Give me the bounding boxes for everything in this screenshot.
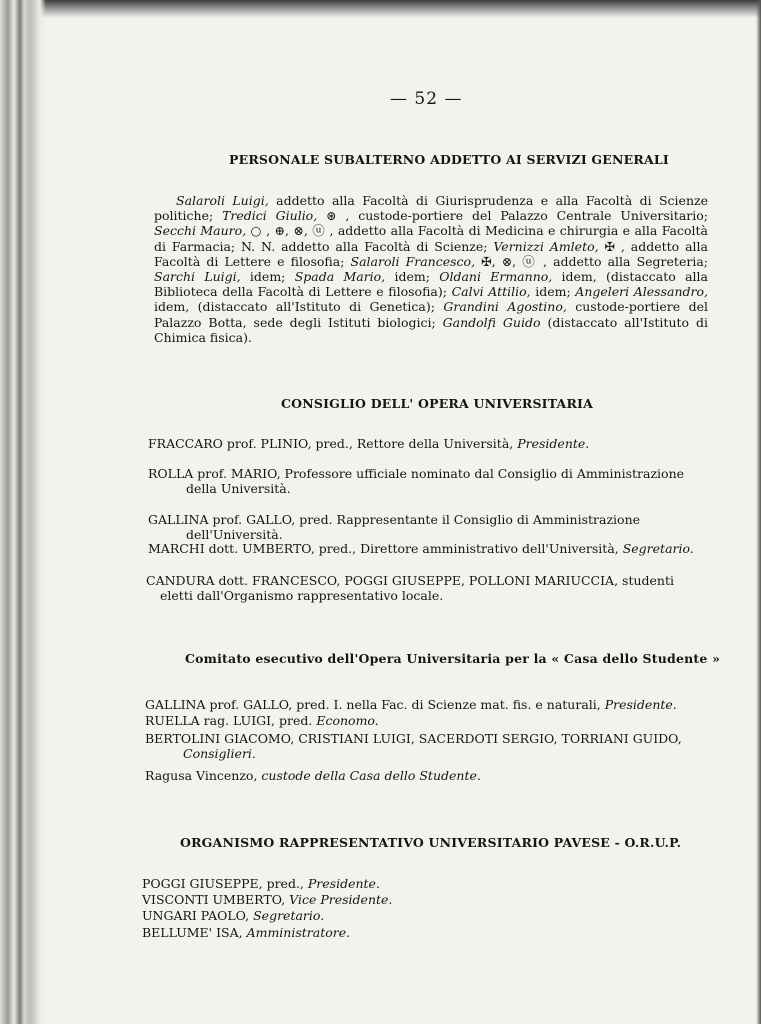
comitato-entry <box>145 697 701 712</box>
paragraph-text: custode-portiere del Palazzo Botta, sede degli Istituti biologici; <box>154 299 708 330</box>
person-name: Tredici Giulio, <box>222 208 318 224</box>
consiglio-entry <box>148 466 704 496</box>
entry-role: Economo. <box>316 713 379 728</box>
consiglio-entry <box>148 541 704 556</box>
personale-paragraph <box>154 193 708 345</box>
person-name: Salaroli Francesco, <box>350 253 476 269</box>
entry-text: POGGI GIUSEPPE, pred., <box>142 876 308 891</box>
person-name: Angeleri Alessandro, <box>575 284 708 300</box>
orup-entry <box>142 892 392 907</box>
entry-role: Vice Presidente. <box>289 892 393 907</box>
section-heading-consiglio: CONSIGLIO DELL' OPERA UNIVERSITARIA <box>281 396 593 411</box>
section-heading-personale: PERSONALE SUBALTERNO ADDETTO AI SERVIZI GENERALI <box>229 152 669 167</box>
entry-role: Segretario. <box>253 908 325 923</box>
paragraph-text: ✠ , addetto alla Facoltà di Lettere e filosofia; <box>154 238 709 269</box>
paragraph-text: idem; <box>385 269 440 285</box>
person-name: Gandolfi Guido <box>442 314 541 330</box>
orup-entry <box>142 925 350 940</box>
entry-role: Presidente. <box>604 697 677 712</box>
person-name: Vernizzi Amleto, <box>493 238 599 254</box>
paragraph-text: idem, (distaccato alla Biblioteca della Facoltà di Lettere e filosofia); <box>154 269 708 300</box>
entry-text: VISCONTI UMBERTO, <box>142 892 290 907</box>
entry-text: MARCHI dott. UMBERTO, pred., Direttore amministrativo dell'Università, <box>148 541 623 556</box>
consiglio-entry <box>148 512 704 542</box>
person-name: Secchi Mauro, <box>154 223 247 239</box>
consiglio-entry <box>146 573 702 603</box>
entry-role: Amministratore. <box>246 925 351 940</box>
orup-entry <box>142 908 324 923</box>
paragraph-text: (distaccato all'Istituto di Chimica fisica). <box>154 314 708 345</box>
entry-text: RUELLA rag. LUIGI, pred. <box>145 713 317 728</box>
entry-text: GALLINA prof. GALLO, pred. I. nella Fac. di Scienze mat. fis. e naturali, <box>145 697 605 712</box>
person-name: Sarchi Luigi, <box>154 269 241 285</box>
entry-text: UNGARI PAOLO, <box>142 908 254 923</box>
person-name: Oldani Ermanno, <box>439 269 553 285</box>
entry-text: GALLINA prof. GALLO, pred. Rappresentante il Consiglio di Amministrazione dell'Università. <box>148 512 641 543</box>
comitato-entry <box>145 731 701 761</box>
person-name: Calvi Attilio, <box>451 284 531 300</box>
comitato-entry <box>145 713 701 728</box>
orup-entry <box>142 876 380 891</box>
section-heading-comitato: Comitato esecutivo dell'Opera Universitaria per la « Casa dello Studente » <box>185 651 721 666</box>
entry-text: BERTOLINI GIACOMO, CRISTIANI LUIGI, SACERDOTI SERGIO, TORRIANI GUIDO, <box>145 731 682 746</box>
paragraph-text: ○ , ⊕, ⊗, ⓤ , addetto alla Facoltà di Medicina e chirurgia e alla Facoltà di Farmacia; N. N. addetto alla Facoltà di Scienze; <box>154 223 708 254</box>
entry-role: Presidente. <box>517 436 590 451</box>
paragraph-text: idem; <box>240 269 295 285</box>
entry-text: BELLUME' ISA, <box>142 925 247 940</box>
entry-role: custode della Casa dello Studente. <box>261 768 481 783</box>
entry-text: ROLLA prof. MARIO, Professore ufficiale nominato dal Consiglio di Amministrazione della Università. <box>148 466 685 497</box>
section-heading-orup: ORGANISMO RAPPRESENTATIVO UNIVERSITARIO PAVESE - O.R.U.P. <box>180 835 682 850</box>
entry-role: Segretario. <box>622 541 694 556</box>
paragraph-text: ⊛ , custode-portiere del Palazzo Centrale Universitario; <box>317 208 708 224</box>
person-name: Spada Mario, <box>294 269 386 285</box>
entry-role: Presidente. <box>307 876 380 891</box>
entry-text: CANDURA dott. FRANCESCO, POGGI GIUSEPPE, POLLONI MARIUCCIA, studenti eletti dall'Organismo rappresentativo locale. <box>146 573 674 604</box>
paragraph-text: idem, (distaccato all'Istituto di Genetica); <box>154 299 444 315</box>
person-name: Salaroli Luigi, <box>176 193 269 208</box>
page-number: — 52 — <box>390 89 463 109</box>
paragraph-text: idem; <box>530 284 576 300</box>
paragraph-text: addetto alla Facoltà di Giurisprudenza e alla Facoltà di Scienze politiche; <box>154 193 708 224</box>
person-name: Grandini Agostino, <box>443 299 567 315</box>
entry-role: Consiglieri. <box>183 746 256 762</box>
entry-text: Ragusa Vincenzo, <box>145 768 262 783</box>
entry-text: FRACCARO prof. PLINIO, pred., Rettore della Università, <box>148 436 518 451</box>
comitato-entry <box>145 768 701 783</box>
consiglio-entry <box>148 436 704 451</box>
paragraph-text: ✠, ⊗, ⓤ , addetto alla Segreteria; <box>475 253 708 269</box>
